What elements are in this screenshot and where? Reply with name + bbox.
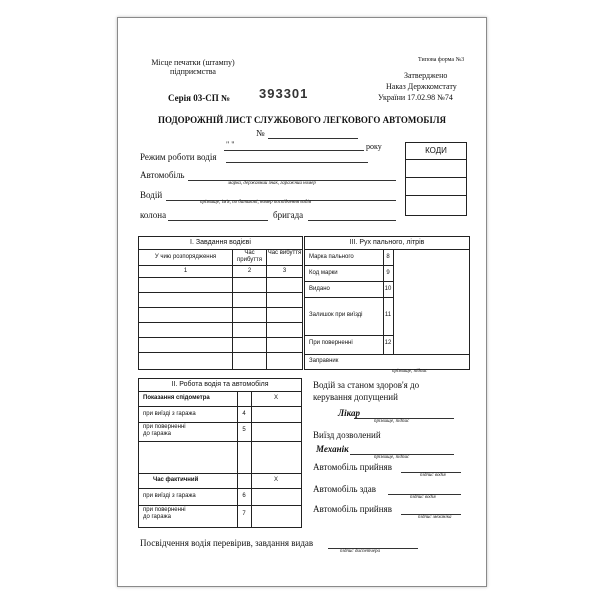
waybill-form <box>117 17 487 587</box>
task-row-divider <box>139 265 302 266</box>
approved-line2: Наказ Держкомстату <box>386 82 457 91</box>
number-sign: № <box>256 128 265 138</box>
work-code: 7 <box>242 511 246 517</box>
leave-garage-label: при виїзді з гаража <box>143 493 196 499</box>
fuel-row-code: 12 <box>384 340 392 346</box>
x-mark: X <box>273 395 278 401</box>
column-label: колона <box>140 210 167 220</box>
codes-box <box>405 142 467 216</box>
fuel-row-divider <box>305 297 394 298</box>
mechanic-label: Механік <box>316 444 349 454</box>
doctor-hint: прізвище, підпис <box>374 419 410 424</box>
task-col2-header: Час прибуття <box>237 250 262 263</box>
task-row-divider <box>139 322 302 323</box>
return-garage-line1: при поверненні <box>143 507 186 513</box>
work-row-divider <box>139 406 301 407</box>
footer-text: Посвідчення водія перевірив, завдання видав <box>140 538 314 548</box>
return-garage-line2: до гаража <box>143 431 171 437</box>
health-line2: керування допущений <box>313 392 398 402</box>
work-row-divider <box>139 422 301 423</box>
leave-garage-label: при виїзді з гаража <box>143 411 196 417</box>
driver-sign-hint: підпис водія <box>410 495 436 500</box>
approved-line3: України 17.02.98 №74 <box>378 93 453 102</box>
speedometer-label: Показання спідометра <box>143 395 210 401</box>
task-row-divider <box>139 277 302 278</box>
actual-time-label: Час фактичний <box>153 477 199 483</box>
task-col-divider <box>232 249 233 369</box>
work-table <box>138 378 302 528</box>
stamp-label-line2: підприємства <box>170 67 216 76</box>
year-label: року <box>366 142 382 151</box>
fuel-row-code: 11 <box>384 312 392 318</box>
fuel-row-divider <box>305 354 469 355</box>
exit-allowed-label: Виїзд дозволений <box>313 430 381 440</box>
stamp-label-line1: Місце печатки (штампу) <box>151 58 235 67</box>
codes-divider <box>406 159 466 160</box>
date-line <box>224 150 364 151</box>
car-label: Автомобіль <box>140 170 185 180</box>
return-garage-line1: при поверненні <box>143 424 186 430</box>
work-title: ІІ. Робота водія та автомобіля <box>171 381 269 388</box>
stamp-label <box>138 58 248 76</box>
column-line <box>168 220 268 221</box>
form-type: Типова форма №3 <box>418 57 465 63</box>
fuel-row-divider <box>305 335 394 336</box>
task-num1: 1 <box>183 268 188 274</box>
fuel-row-code: 10 <box>384 286 392 292</box>
form-title: ПОДОРОЖНІЙ ЛИСТ СЛУЖБОВОГО ЛЕГКОВОГО АВТОМОБІЛЯ <box>157 115 447 125</box>
task-num3: 3 <box>282 268 287 274</box>
task-row-divider <box>139 352 302 353</box>
fuel-row-label: Видано <box>309 286 330 292</box>
work-code: 4 <box>242 411 246 417</box>
brigade-line <box>308 220 396 221</box>
fuel-row-divider <box>305 281 394 282</box>
driver-hint: прізвище, ім'я, по батькові, номер посвідчення водія <box>200 200 312 205</box>
work-row-divider <box>139 441 301 442</box>
task-row-divider <box>139 337 302 338</box>
car-accepted2-label: Автомобіль прийняв <box>313 504 392 514</box>
doctor-label: Лікар <box>338 408 361 418</box>
codes-divider <box>406 177 466 178</box>
task-row-divider <box>139 292 302 293</box>
mode-line <box>226 162 368 163</box>
mechanic-hint: прізвище, підпис <box>374 455 410 460</box>
codes-divider <box>406 195 466 196</box>
task-col1-header: У чию розпорядження <box>154 254 217 260</box>
x-mark: X <box>273 477 278 483</box>
work-row-divider <box>139 505 301 506</box>
car-accepted-label: Автомобіль прийняв <box>313 462 392 472</box>
return-garage-label <box>143 424 186 438</box>
date-quote: " " <box>226 140 235 149</box>
fuel-row-code: 8 <box>386 254 390 260</box>
series-label: Серія 03-СП № <box>168 93 231 103</box>
return-garage-label <box>143 507 186 521</box>
fuel-row-divider <box>305 265 394 266</box>
brigade-label: бригада <box>273 210 304 220</box>
work-col-divider <box>251 391 252 527</box>
footer-hint: підпис диспетчера <box>340 549 381 554</box>
work-row-divider <box>139 488 301 489</box>
refueler-hint: прізвище, підпис <box>392 369 428 374</box>
driver-sign-hint: підпис водія <box>420 473 446 478</box>
work-code: 5 <box>242 427 246 433</box>
driver-label: Водій <box>140 190 163 200</box>
task-title: І. Завдання водієві <box>190 239 251 246</box>
fuel-row-label: Залишок при виїзді <box>309 312 363 318</box>
work-header-divider <box>139 391 301 392</box>
fuel-header-divider <box>305 249 469 250</box>
mode-label: Режим роботи водія <box>140 152 217 162</box>
work-code: 6 <box>242 493 246 499</box>
mechanic-sign-hint: підпис механіка <box>418 515 452 520</box>
fuel-title: ІІІ. Рух пального, літрів <box>349 239 425 246</box>
car-hint: марка, державний знак, гаражний номер <box>228 181 316 186</box>
form-number: 393301 <box>259 86 309 101</box>
task-row-divider <box>139 307 302 308</box>
fuel-row-code: 9 <box>386 270 390 276</box>
task-col3-header: Час вибуття <box>267 250 302 256</box>
number-line <box>268 138 358 139</box>
task-num2: 2 <box>247 268 252 274</box>
refueler-label: Заправник <box>309 358 339 364</box>
approved-line1: Затверджено <box>404 71 448 80</box>
fuel-table <box>304 236 470 370</box>
return-garage-line2: до гаража <box>143 514 171 520</box>
work-row-divider <box>139 473 301 474</box>
fuel-row-label: Марка пального <box>309 254 354 260</box>
codes-label: КОДИ <box>425 146 447 155</box>
car-handed-label: Автомобіль здав <box>313 484 377 494</box>
fuel-row-label: При поверненні <box>309 340 353 346</box>
task-table <box>138 236 303 370</box>
task-col-divider <box>266 249 267 369</box>
fuel-row-label: Код марки <box>309 270 338 276</box>
health-line1: Водій за станом здоров'я до <box>313 380 420 390</box>
